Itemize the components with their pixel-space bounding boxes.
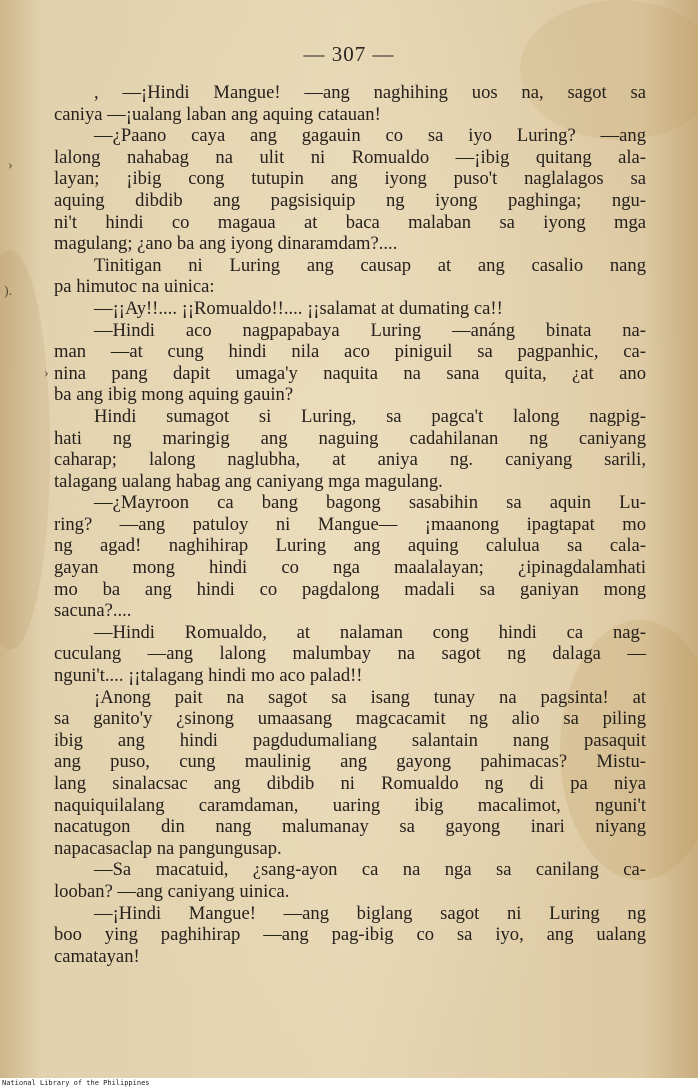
text-line: mo ba ang hindi co pagdalong madali sa ganiyan mong (54, 578, 646, 600)
paragraph (54, 298, 646, 320)
paragraph (54, 622, 646, 687)
text-line: sa ganito'y ¿sinong umaasang magcacamit ng alio sa piling (54, 708, 646, 730)
text-line: ng agad! naghihirap Luring ang aquing calulua sa cala- (54, 535, 646, 557)
text-line: nina pang dapit umaga'y naquita na sana quita, ¿at ano (54, 362, 646, 384)
text-line: talagang ualang habag ang caniyang mga magulang. (54, 470, 443, 492)
text-line: ba ang ibig mong aquing gauin? (54, 384, 294, 406)
text-line: hati ng maringig ang naguing cadahilanan ng caniyang (54, 427, 646, 449)
text-line: lang sinalacsac ang dibdib ni Romualdo ng di pa niya (54, 773, 646, 794)
paragraph (54, 687, 646, 860)
text-line: Hindi sumagot si Luring, sa pagca't lalong nagpig- (94, 405, 646, 427)
text-line: camatayan! (54, 945, 140, 967)
text-line: ¡Anong pait na sagot sa isang tunay na pagsinta! at (94, 686, 646, 708)
text-line: —Hindi Romualdo, at nalaman cong hindi ca nag- (94, 621, 646, 643)
paragraph (54, 859, 646, 902)
margin-mark: ). (4, 284, 13, 299)
text-line: caharap; lalong naglubha, at aniya ng. caniyang sarili, (54, 449, 646, 471)
text-line: caniya —¡ualang laban ang aquing catauan! (54, 103, 381, 125)
text-line: lalong nahabag na ulit ni Romualdo —¡ibig quitang ala- (54, 146, 646, 168)
page-text-body (54, 82, 646, 967)
text-line: ang puso, cung maulinig ang gayong pahimacas? Mistu- (54, 751, 646, 773)
paragraph (54, 903, 646, 968)
page-number: — 307 — (303, 42, 395, 66)
text-line: ring? —ang patuloy ni Mangue— ¡maanong ipagtapat mo (54, 513, 646, 535)
text-line: layan; ¡ibig cong tutupin ang iyong puso't naglalagos sa (54, 168, 646, 190)
text-line: —¡Hindi Mangue! —ang biglang sagot ni Luring ng (94, 902, 646, 924)
paper-stain (0, 250, 50, 650)
paragraph (54, 492, 646, 622)
text-line: napacasaclap na pangungusap. (54, 837, 282, 859)
paragraph (54, 406, 646, 492)
margin-mark: › (44, 366, 49, 381)
text-line: gayan mong hindi co nga maalalayan; ¿ipinagdalamhati (54, 557, 646, 579)
text-line: looban? —ang caniyang uinica. (54, 880, 290, 902)
text-line: pa himutoc na uinica: (54, 276, 215, 298)
text-line: —Sa macatuid, ¿sang-ayon ca na nga sa canilang ca- (94, 859, 646, 881)
text-line: naquiquilalang caramdaman, uaring ibig macalimot, nguni't (54, 794, 646, 816)
text-line: ni't hindi co magaua at baca malaban sa iyong mga (54, 211, 646, 233)
text-line: sacuna?.... (54, 600, 132, 622)
text-line: cuculang —ang lalong malumbay na sagot ng dalaga — (54, 643, 646, 665)
margin-mark: › (8, 158, 13, 173)
text-line: , —¡Hindi Mangue! —ang naghihing uos na, sagot sa (94, 82, 646, 103)
paragraph (54, 125, 646, 255)
text-line: —¿Paano caya ang gagauin co sa iyo Luring? —ang (94, 125, 646, 147)
footer-credit: National Library of the Philippines (2, 1078, 698, 1088)
text-line: boo ying paghihirap —ang pag-ibig co sa iyo, ang ualang (54, 924, 646, 946)
paragraph (54, 82, 646, 125)
text-line: —¡¡Ay!!.... ¡¡Romualdo!!.... ¡¡salamat at dumating ca!! (94, 297, 503, 319)
text-line: Tinitigan ni Luring ang causap at ang casalio nang (94, 254, 646, 276)
paragraph (54, 255, 646, 298)
text-line: —Hindi aco nagpapabaya Luring —anáng binata na- (94, 319, 646, 341)
text-line: nacatugon din nang malumanay sa gayong inari niyang (54, 816, 646, 838)
text-line: man —at cung hindi nila aco piniguil sa pagpanhic, ca- (54, 341, 646, 363)
text-line: aquing dibdib ang pagsisiquip ng iyong paghinga; ngu- (54, 189, 646, 211)
text-line: nguni't.... ¡¡talagang hindi mo aco palad!! (54, 665, 363, 687)
text-line: ibig ang hindi pagdudumaliang salantain nang pasaquit (54, 729, 646, 751)
text-line: —¿Mayroon ca bang bagong sasabihin sa aquin Lu- (94, 492, 646, 514)
text-line: magulang; ¿ano ba ang iyong dinaramdam?.... (54, 233, 398, 255)
paragraph (54, 320, 646, 406)
